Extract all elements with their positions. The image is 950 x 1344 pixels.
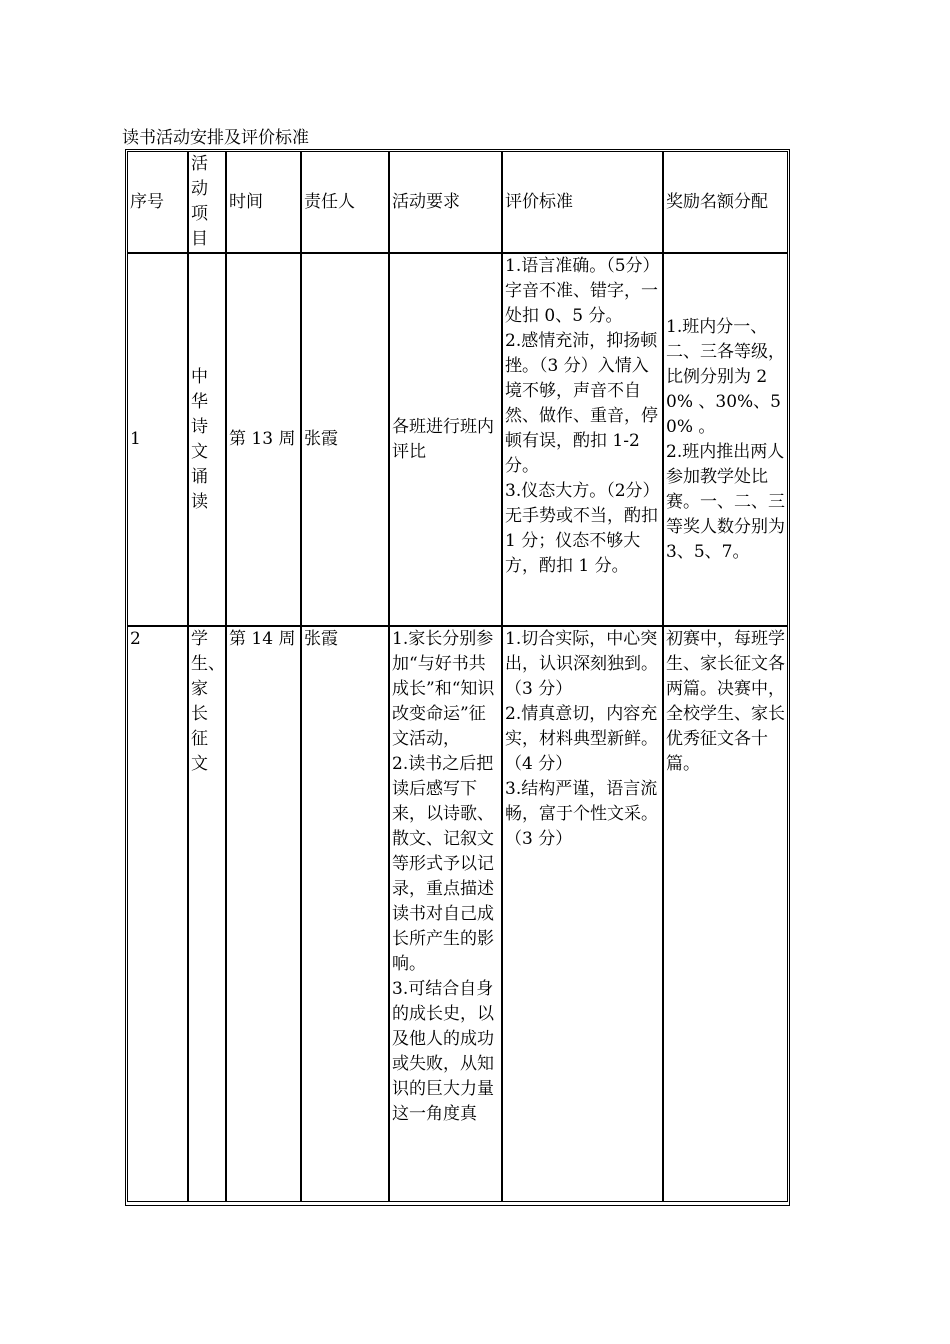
header-cell: 活动要求 [389,151,502,253]
document-title: 读书活动安排及评价标准 [122,128,309,148]
table-header-row [127,151,788,253]
person-cell: 张霞 [301,253,389,626]
header-cell: 评价标准 [502,151,663,253]
time-cell: 第 14 周 [226,626,301,1202]
row-number-cell: 1 [127,253,188,626]
person-cell: 张霞 [301,626,389,1202]
requirement-line: 3.可结合自身的成长史，以及他人的成功或失败，从知识的巨大力量这一角度真 [392,979,494,1124]
activity-table [127,151,788,1202]
table-row [127,253,788,626]
header-cell: 时间 [226,151,301,253]
header-cell: 责任人 [301,151,389,253]
criteria-cell [502,626,663,1202]
award-cell [663,253,788,626]
requirement-cell [389,253,502,626]
criteria-line: 1.语言准确。（5分）字音不准、错字，一处扣 0、5 分。 [505,256,660,326]
criteria-line: 2.感情充沛，抑扬顿挫。（3 分）入情入境不够，声音不自然、做作、重音，停顿有误，酌扣 1-2 分。 [505,331,658,476]
header-cell: 序号 [127,151,188,253]
criteria-line: 3.结构严谨，语言流畅，富于个性文采。（3 分） [505,779,658,849]
activity-item-cell: 学生、家长征文 [188,626,226,1202]
criteria-line: 2.情真意切，内容充实，材料典型新鲜。（4 分） [505,704,658,774]
table-row [127,626,788,1202]
requirement-line: 1.家长分别参加“与好书共成长”和“知识改变命运”征文活动， [392,629,495,749]
header-cell: 活动项目 [188,151,226,253]
row-number-cell: 2 [127,626,188,1202]
criteria-cell [502,253,663,626]
criteria-line: 3.仪态大方。（2分）无手势或不当，酌扣 1 分；仪态不够大方，酌扣 1 分。 [505,481,660,576]
activity-item-cell: 中华诗文诵读 [188,253,226,626]
header-cell: 奖励名额分配 [663,151,788,253]
award-cell [663,626,788,1202]
award-line: 2.班内推出两人参加教学处比赛。一、二、三等奖人数分别为 3、5、7。 [666,441,785,562]
award-line: 1.班内分一、二、三各等级，比例分别为 20% 、30%、50% 。 [666,316,785,437]
criteria-line: 1.切合实际，中心突出，认识深刻独到。（3 分） [505,629,658,699]
requirement-line: 2.读书之后把读后感写下来，以诗歌、散文、记叙文等形式予以记录，重点描述读书对自己成长所产生的影响。 [392,754,494,974]
requirement-line: 各班进行班内评比 [392,416,494,462]
time-cell: 第 13 周 [226,253,301,626]
requirement-cell [389,626,502,1202]
award-line: 初赛中，每班学生、家长征文各两篇。决赛中，全校学生、家长优秀征文各十篇。 [666,629,785,774]
